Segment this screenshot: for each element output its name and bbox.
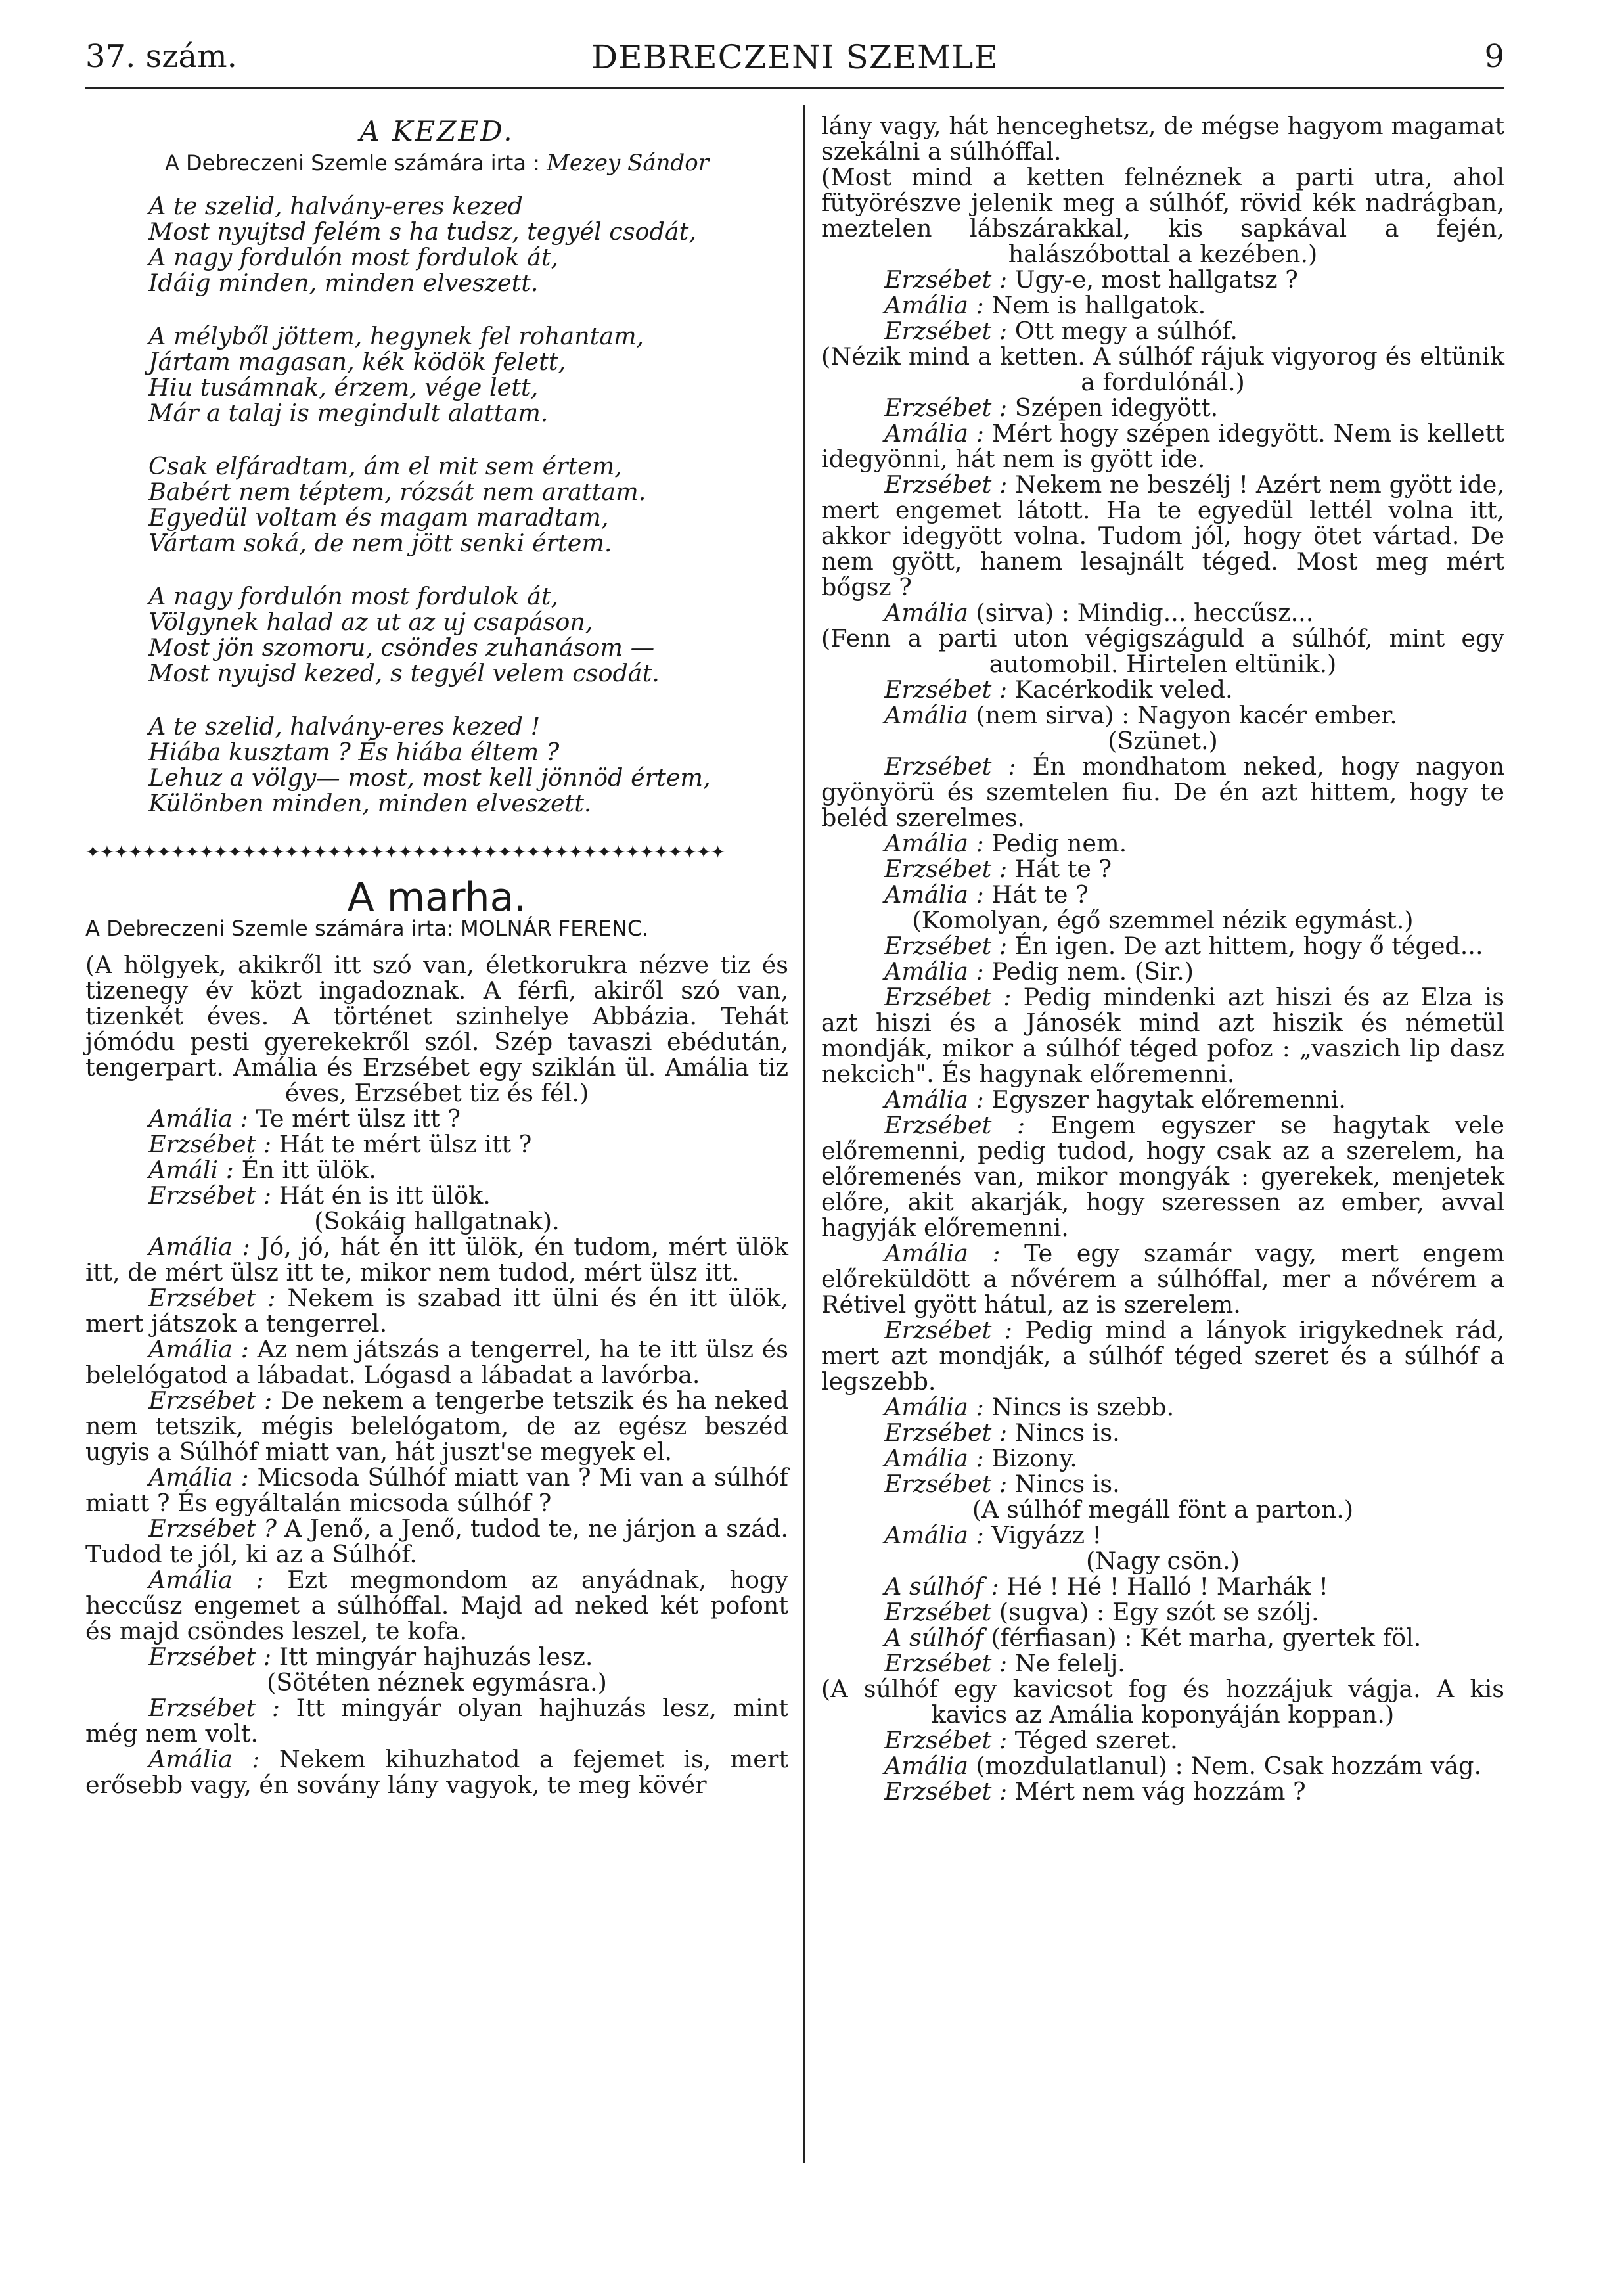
dialogue-text: (férfiasan) : Két marha, gyertek föl.: [983, 1623, 1422, 1652]
speaker-name: Amália :: [884, 1393, 984, 1421]
speaker-name: Amália :: [148, 1335, 249, 1363]
speaker-name: Erzsébet :: [148, 1181, 272, 1210]
speaker-name: Erzsébet :: [148, 1386, 273, 1415]
dialogue-text: Ezt megmondom az anyádnak, hogy heccűsz engemet a súlhóffal. Majd ad neked két pofont és majd csöndes leszel, te kofa.: [85, 1566, 788, 1645]
dialogue-text: Kacérkodik veled.: [1007, 675, 1233, 704]
speaker-name: Amália :: [884, 1444, 984, 1472]
speaker-name: Amália :: [148, 1463, 249, 1491]
speaker-name: Amália: [884, 1752, 968, 1780]
poem-line: Jártam magasan, kék ködök felett,: [148, 348, 566, 376]
poem-title: A KEZED.: [359, 115, 514, 147]
dialogue-line: [85, 1336, 788, 1388]
dialogue-line: [85, 1234, 788, 1285]
poem-line: Most nyujsd kezed, s tegyél velem csodát.: [148, 659, 660, 687]
poem-line: Lehuz a völgy— most, most kell jönnöd értem,: [148, 763, 711, 792]
dialogue-text: Nincs is szebb.: [983, 1393, 1175, 1421]
dialogue-text: Nem is hallgatok.: [983, 291, 1206, 319]
dialogue-text: Egyszer hagytak előremenni.: [983, 1085, 1346, 1114]
dialogue-text: Ott megy a súlhóf.: [1007, 317, 1238, 345]
dialogue-text: Téged szeret.: [1007, 1726, 1178, 1754]
dialogue-text: Te egy szamár vagy, mert engem előreküldött a nővérem a súlhóffal, mer a nővérem a Rétivel gyött hátul, az is szerelem.: [821, 1239, 1504, 1319]
dialogue-line: [85, 1695, 788, 1746]
poem-line: Babért nem téptem, rózsát nem arattam.: [148, 478, 646, 506]
stage-direction: (A súlhóf egy kavicsot fog és hozzájuk vágja. A kis kavics az Amália koponyáján koppan.): [821, 1675, 1504, 1729]
right-column: [821, 113, 1504, 1804]
dialogue-line: [85, 1644, 788, 1669]
speaker-name: A súlhóf: [884, 1623, 983, 1652]
stage-direction: (Nagy csön.): [1085, 1547, 1240, 1575]
dialogue-line: [821, 1240, 1504, 1317]
dialogue-text: Én mondhatom neked, hogy nagyon gyönyörü és szemtelen fiu. De én azt hittem, hogy te beléd szerelmes.: [821, 752, 1504, 832]
poem-line: A mélyből jöttem, hegynek fel rohantam,: [148, 322, 644, 350]
dialogue-line: [85, 1157, 788, 1183]
speaker-name: Amália :: [148, 1566, 264, 1594]
dialogue-line: [821, 830, 1504, 856]
paragraph: lány vagy, hát henceghetsz, de mégse hagyom magamat szekálni a súlhóffal.: [821, 112, 1504, 166]
dialogue-text: A Jenő, a Jenő, tudod te, ne járjon a szád. Tudod te jól, ki az a Súlhóf.: [85, 1514, 788, 1568]
poem-line: Csak elfáradtam, ám el mit sem értem,: [148, 452, 622, 480]
dialogue-line: [821, 1471, 1504, 1497]
speaker-name: Amália :: [148, 1745, 260, 1773]
poem-byline: [85, 150, 788, 176]
dialogue-line: [821, 677, 1504, 702]
story-byline: A Debreczeni Szemle számára irta: MOLNÁR FERENC.: [85, 916, 649, 941]
dialogue-line: [85, 1131, 788, 1157]
dialogue-text: Hát te mért ülsz itt ?: [271, 1130, 532, 1158]
poem-author: Mezey Sándor: [547, 150, 710, 176]
speaker-name: Erzsébet :: [884, 1111, 1026, 1139]
speaker-name: Erzsébet :: [884, 855, 1008, 883]
stage-direction: (Nézik mind a ketten. A súlhóf rájuk vigyorog és eltünik a fordulónál.): [821, 342, 1504, 396]
dialogue-line: [821, 984, 1504, 1087]
dialogue-line: [85, 1285, 788, 1336]
header-rule: [85, 87, 1504, 89]
dialogue-line: [821, 1625, 1504, 1650]
issue-number: 37. szám.: [85, 38, 237, 75]
dialogue-line: [85, 1388, 788, 1464]
speaker-name: Erzsébet :: [884, 1777, 1008, 1805]
dialogue-text: Nincs is.: [1007, 1470, 1120, 1498]
speaker-name: Erzsébet :: [148, 1284, 276, 1312]
poem-line: Hiu tusámnak, érzem, vége lett,: [148, 373, 539, 401]
dialogue-text: Jó, jó, hát én itt ülök, én tudom, mért ülök itt, de mért ülsz itt te, mikor nem tudod, mért ülsz itt.: [85, 1233, 788, 1286]
poem-byline-prefix: A Debreczeni Szemle számára irta :: [164, 150, 540, 175]
dialogue-line: [821, 267, 1504, 292]
dialogue-line: [85, 1183, 788, 1208]
dialogue-text: Itt mingyár hajhuzás lesz.: [271, 1643, 593, 1671]
poem-stanza: [148, 193, 788, 296]
poem-body: [85, 193, 788, 816]
stage-direction: (Most mind a ketten felnéznek a parti utra, ahol fütyörészve jelenik meg a súlhóf, rövid kék nadrágban, meztelen lábszárakkal, kis sapkával a fején, halászóbottal a kezében.): [821, 163, 1504, 268]
dialogue-line: [821, 1599, 1504, 1625]
poem-line: Most nyujtsd felém s ha tudsz, tegyél csodát,: [148, 217, 696, 246]
dialogue-text: Micsoda Súlhóf miatt van ? Mi van a súlhóf miatt ? És egyáltalán micsoda súlhóf ?: [85, 1463, 788, 1517]
speaker-name: Amáli :: [148, 1156, 234, 1184]
speaker-name: Amália :: [884, 1521, 984, 1549]
dialogue-line: [821, 1087, 1504, 1112]
poem-stanza: [148, 714, 788, 816]
dialogue-text: (mozdulatlanul) : Nem. Csak hozzám vág.: [968, 1752, 1482, 1780]
poem-line: Már a talaj is megindult alattam.: [148, 399, 549, 427]
poem-line: Hiába kusztam ? És hiába éltem ?: [148, 738, 560, 766]
dialogue-text: Pedig mind a lányok irigykednek rád, mert azt mondják, a súlhóf téged szeret és a súlhóf a legszebb.: [821, 1316, 1504, 1396]
stage-direction: (A súlhóf megáll fönt a parton.): [972, 1495, 1354, 1524]
speaker-name: Amália :: [884, 291, 984, 319]
stage-direction: (A hölgyek, akikről itt szó van, életkorukra nézve tiz és tizenegy év közt ingadoznak. A férfi, akiről szó van, tizenkét éves. A történet szinhelye Abbázia. Tehát jómódu pesti gyerekekről szól. Szép tavaszi ebédután, tengerpart. Amália és Erzsébet egy sziklán ül. Amália tiz éves, Erzsébet tiz és fél.): [85, 951, 788, 1107]
dialogue-line: [821, 882, 1504, 907]
dialogue-text: Hát te ?: [983, 880, 1089, 909]
dialogue-line: [821, 318, 1504, 344]
dialogue-text: (nem sirva) : Nagyon kacér ember.: [968, 701, 1397, 729]
speaker-name: Erzsébet ?: [148, 1514, 277, 1543]
dialogue-text: Nekem ne beszélj ! Azért nem gyött ide, mert engemet látott. Ha te egyedül lettél volna itt, akkor idegyött volna. Tudom jól, hogy ötet vártad. De nem gyött, hanem lesajnált téged. Most meg mért bőgsz ?: [821, 470, 1505, 601]
poem-line: A nagy fordulón most fordulok át,: [148, 243, 559, 271]
dialogue-line: [821, 1522, 1504, 1548]
dialogue-text: Te mért ülsz itt ?: [248, 1104, 461, 1133]
dialogue-text: Engem egyszer se hagytak vele előremenni, pedig tudod, hogy csak az a szerelem, ha előremenés van, mikor mongyák : gyerekek, menjetek előre, akit akarják, hogy szeressen az ember, avval hagyják előremenni.: [821, 1111, 1504, 1242]
dialogue-line: [85, 1516, 788, 1567]
speaker-name: Amália :: [884, 419, 985, 447]
dialogue-line: [821, 420, 1504, 472]
dialogue-line: [821, 754, 1504, 830]
dialogue-text: Szépen idegyött.: [1007, 394, 1219, 422]
poem-line: Egyedül voltam és magam maradtam,: [148, 503, 609, 532]
speaker-name: Erzsébet :: [148, 1694, 281, 1722]
speaker-name: Erzsébet :: [884, 265, 1008, 294]
dialogue-line: [821, 600, 1504, 625]
speaker-name: Erzsébet :: [148, 1130, 272, 1158]
story-title: A marha.: [347, 874, 527, 920]
poem-line: Vártam soká, de nem jött senki értem.: [148, 529, 612, 557]
dialogue-text: Nekem is szabad itt ülni és én itt ülök, mert játszok a tengerrel.: [85, 1284, 789, 1338]
speaker-name: Erzsébet :: [884, 317, 1008, 345]
speaker-name: Amália: [884, 599, 968, 627]
poem-line: Idáig minden, minden elveszett.: [148, 269, 539, 297]
speaker-name: Erzsébet :: [884, 1419, 1008, 1447]
story-right-text: [821, 113, 1504, 1804]
dialogue-line: [821, 1112, 1504, 1240]
page-header: [85, 38, 1504, 84]
dialogue-text: Pedig mindenki azt hiszi és az Elza is azt hiszi és a Jánosék mind azt hiszik és németül mondják, mikor a súlhóf téged pofoz : „vaszich lip dasz nekcich". És hagynak előremenni.: [821, 983, 1504, 1088]
ornament-divider: ✦✦✦✦✦✦✦✦✦✦✦✦✦✦✦✦✦✦✦✦✦✦✦✦✦✦✦✦✦✦✦✦✦✦✦✦✦✦✦✦✦✦✦✦✦: [85, 842, 725, 863]
dialogue-text: Pedig nem. (Sir.): [983, 957, 1194, 986]
poem-stanza: [148, 453, 788, 556]
dialogue-line: [821, 292, 1504, 318]
speaker-name: Erzsébet :: [884, 752, 1016, 781]
journal-title: DEBRECZENI SZEMLE: [591, 38, 999, 76]
story-left-text: [85, 952, 788, 1798]
dialogue-line: [821, 856, 1504, 882]
dialogue-text: Hát te ?: [1007, 855, 1112, 883]
speaker-name: Erzsébet :: [148, 1643, 272, 1671]
dialogue-line: [821, 1317, 1504, 1394]
dialogue-text: Én itt ülök.: [233, 1156, 376, 1184]
speaker-name: Erzsébet :: [884, 675, 1008, 704]
speaker-name: Erzsébet :: [884, 1649, 1008, 1677]
speaker-name: Amália :: [148, 1104, 248, 1133]
speaker-name: Erzsébet :: [884, 983, 1012, 1011]
dialogue-line: [821, 1394, 1504, 1420]
stage-direction: (Sötéten néznek egymásra.): [267, 1668, 607, 1696]
poem-line: A te szelid, halvány-eres kezed !: [148, 712, 541, 740]
poem-line: Völgynek halad az ut az uj csapáson,: [148, 608, 593, 636]
speaker-name: Erzsébet: [884, 1598, 992, 1626]
dialogue-text: Mért nem vág hozzám ?: [1007, 1777, 1306, 1805]
dialogue-text: Mért hogy szépen idegyött. Nem is kellett idegyönni, hát nem is gyött ide.: [821, 419, 1504, 473]
speaker-name: Erzsébet :: [884, 932, 1008, 960]
speaker-name: Amália :: [884, 957, 984, 986]
page-number: 9: [1484, 38, 1504, 75]
dialogue-text: (sugva) : Egy szót se szólj.: [991, 1598, 1319, 1626]
dialogue-text: Vigyázz !: [983, 1521, 1102, 1549]
dialogue-line: [821, 1727, 1504, 1753]
column-divider: [803, 105, 805, 2163]
dialogue-line: [85, 1106, 788, 1131]
dialogue-text: Pedig nem.: [983, 829, 1127, 857]
dialogue-line: [821, 933, 1504, 959]
poem-line: A nagy fordulón most fordulok át,: [148, 582, 559, 610]
speaker-name: Erzsébet :: [884, 470, 1008, 499]
speaker-name: Amália :: [884, 829, 984, 857]
dialogue-line: [821, 1650, 1504, 1676]
stage-direction: (Fenn a parti uton végigszáguld a súlhóf, mint egy automobil. Hirtelen eltünik.): [821, 624, 1504, 678]
stage-direction: (Komolyan, égő szemmel nézik egymást.): [912, 906, 1414, 934]
dialogue-line: [821, 959, 1504, 984]
poem-line: Most jön szomoru, csöndes zuhanásom —: [148, 633, 655, 662]
stage-direction: (Szünet.): [1108, 727, 1218, 755]
speaker-name: Erzsébet :: [884, 1726, 1008, 1754]
speaker-name: Amália :: [884, 1239, 1001, 1267]
left-column: [85, 113, 788, 1798]
dialogue-text: (sirva) : Mindig... heccűsz...: [968, 599, 1314, 627]
poem-stanza: [148, 323, 788, 426]
dialogue-text: Ne felelj.: [1007, 1649, 1125, 1677]
speaker-name: Erzsébet :: [884, 1470, 1008, 1498]
dialogue-text: Én igen. De azt hittem, hogy ő téged...: [1007, 932, 1483, 960]
dialogue-text: Az nem játszás a tengerrel, ha te itt ülsz és belelógatod a lábadat. Lógasd a lábadat a lavórba.: [85, 1335, 788, 1389]
dialogue-line: [85, 1567, 788, 1644]
speaker-name: Amália: [884, 701, 968, 729]
dialogue-text: Itt mingyár olyan hajhuzás lesz, mint még nem volt.: [85, 1694, 789, 1748]
dialogue-line: [821, 1420, 1504, 1445]
dialogue-line: [85, 1464, 788, 1516]
dialogue-text: Nekem kihuzhatod a fejemet is, mert erősebb vagy, én sovány lány vagyok, te meg kövér: [85, 1745, 789, 1799]
speaker-name: Erzsébet :: [884, 394, 1008, 422]
dialogue-text: De nekem a tengerbe tetszik és ha neked nem tetszik, mégis belelógatom, de az egész beszéd ugyis a Súlhóf miatt van, hát juszt'se megyek el.: [85, 1386, 788, 1466]
poem-line: A te szelid, halvány-eres kezed: [148, 192, 523, 220]
dialogue-text: Hát én is itt ülök.: [271, 1181, 491, 1210]
dialogue-line: [821, 1574, 1504, 1599]
dialogue-text: Nincs is.: [1007, 1419, 1120, 1447]
dialogue-line: [821, 1779, 1504, 1804]
dialogue-line: [821, 702, 1504, 728]
speaker-name: Amália :: [884, 880, 984, 909]
dialogue-line: [821, 395, 1504, 420]
dialogue-text: Bizony.: [983, 1444, 1077, 1472]
dialogue-text: Ugy-e, most hallgatsz ?: [1007, 265, 1298, 294]
poem-stanza: [148, 583, 788, 686]
dialogue-line: [821, 472, 1504, 600]
speaker-name: Erzsébet :: [884, 1316, 1012, 1344]
speaker-name: Amália :: [884, 1085, 984, 1114]
dialogue-text: Hé ! Hé ! Halló ! Marhák !: [999, 1572, 1328, 1600]
poem-line: Különben minden, minden elveszett.: [148, 789, 592, 817]
dialogue-line: [821, 1445, 1504, 1471]
speaker-name: Amália :: [148, 1233, 250, 1261]
dialogue-line: [821, 1753, 1504, 1779]
dialogue-line: [85, 1746, 788, 1798]
speaker-name: A súlhóf :: [884, 1572, 999, 1600]
stage-direction: (Sokáig hallgatnak).: [314, 1207, 560, 1235]
